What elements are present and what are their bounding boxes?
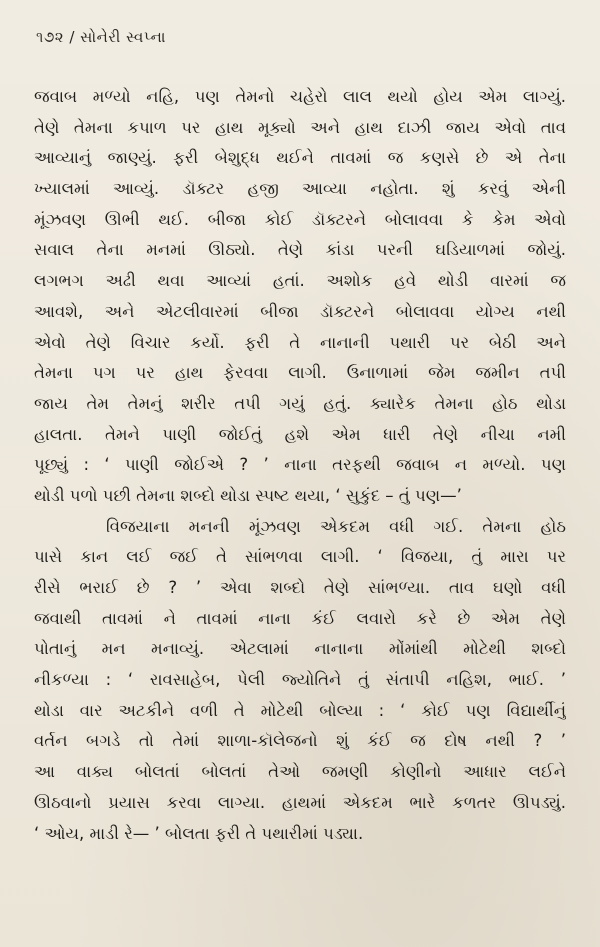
text-line: આવશે, અને એટલીવારમાં બીજા ડૉક્ટરને બોલાવવા યોગ્ય નથી (34, 301, 566, 321)
paragraph (34, 82, 566, 512)
text-line: એવો તેણે વિચાર કર્યો. ફરી તે નાનાની પથારી પર બેઠી અને (34, 332, 566, 352)
text-line: જાય તેમ તેમનું શરીર તપી ગયું હતું. ક્યારેક તેમના હોઠ થોડા (34, 393, 566, 413)
text-line: ‘ ઓય, માડી રે— ’ બોલતા ફરી તે પથારીમાં પડ્યા. (34, 823, 364, 843)
body-text (34, 82, 566, 849)
text-line: થોડી પળો પછી તેમના શબ્દો થોડા સ્પષ્ટ થયા, ‘ સુકુંદ – તું પણ—’ (34, 485, 462, 505)
text-line: લગભગ અઢી થવા આવ્યાં હતાં. અશોક હવે થોડી વારમાં જ (34, 271, 566, 291)
text-line: પોતાનું મન મનાવ્યું. એટલામાં નાનાના મોંમાંથી મોટેથી શબ્દો (34, 639, 566, 659)
text-line: તેમના પગ પર હાથ ફેરવવા લાગી. ઉનાળામાં જેમ જમીન તપી (34, 363, 566, 383)
text-line: નીકળ્યા : ‘ રાવસાહેબ, પેલી જ્યોતિને તું સંતાપી નહિશ, ભાઈ. ’ (34, 670, 566, 690)
running-header: ૧૭૨ / સોનેરી સ્વપ્ના (36, 28, 166, 46)
text-line: થોડા વાર અટકીને વળી તે મોટેથી બોલ્યા : ‘ કોઈ પણ વિદ્યાર્થીનું (34, 700, 566, 720)
text-line: પૂછ્યું : ‘ પાણી જોઈએ ? ’ નાના તરફથી જવાબ ન મળ્યો. પણ (34, 455, 566, 475)
paragraph (34, 512, 566, 850)
text-line: આવ્યાનું જાણ્યું. ફરી બેશુદ્ધ થઈને તાવમાં જ કણસે છે એ તેના (34, 148, 566, 168)
text-line: વિજયાના મનની મૂંઝવણ એકદમ વધી ગઈ. તેમના હોઠ (106, 516, 566, 536)
text-line: રીસે ભરાઈ છે ? ’ એવા શબ્દો તેણે સાંભળ્યા. તાવ ઘણો વધી (34, 578, 566, 597)
text-line: હાલતા. તેમને પાણી જોઈતું હશે એમ ધારી તેણે નીચા નમી (34, 424, 566, 444)
text-line: મૂંઝવણ ઊભી થઈ. બીજા કોઈ ડૉક્ટરને બોલાવવા કે કેમ એવો (34, 209, 566, 229)
text-line: ઊઠવાનો પ્રયાસ કરવા લાગ્યા. હાથમાં એકદમ ભારે કળતર ઊપડ્યું. (34, 792, 566, 812)
text-line: જવાબ મળ્યો નહિ, પણ તેમનો ચહેરો લાલ થયો હોય એમ લાગ્યું. (34, 87, 566, 106)
text-line: વર્તન બગડે તો તેમાં શાળા-કૉલેજનો શું કંઈ જ દોષ નથી ? ’ (34, 731, 566, 751)
text-line: ખ્યાલમાં આવ્યું. ડૉક્ટર હજી આવ્યા નહોતા. શું કરવું એની (34, 179, 566, 199)
text-line: આ વાક્ય બોલતાં બોલતાં તેઓ જમણી કોણીનો આધાર લઈને (34, 762, 566, 782)
text-line: તેણે તેમના કપાળ પર હાથ મૂક્યો અને હાથ દાઝી જાય એવો તાવ (34, 117, 566, 137)
text-line: સવાલ તેના મનમાં ઊઠ્યો. તેણે કાંડા પરની ઘડિયાળમાં જોયું. (34, 240, 566, 260)
text-line: પાસે કાન લઈ જઈ તે સાંભળવા લાગી. ‘ વિજયા, તું મારા પર (34, 547, 566, 567)
text-line: જવાથી તાવમાં ને તાવમાં નાના કંઈ લવારો કરે છે એમ તેણે (34, 608, 566, 628)
